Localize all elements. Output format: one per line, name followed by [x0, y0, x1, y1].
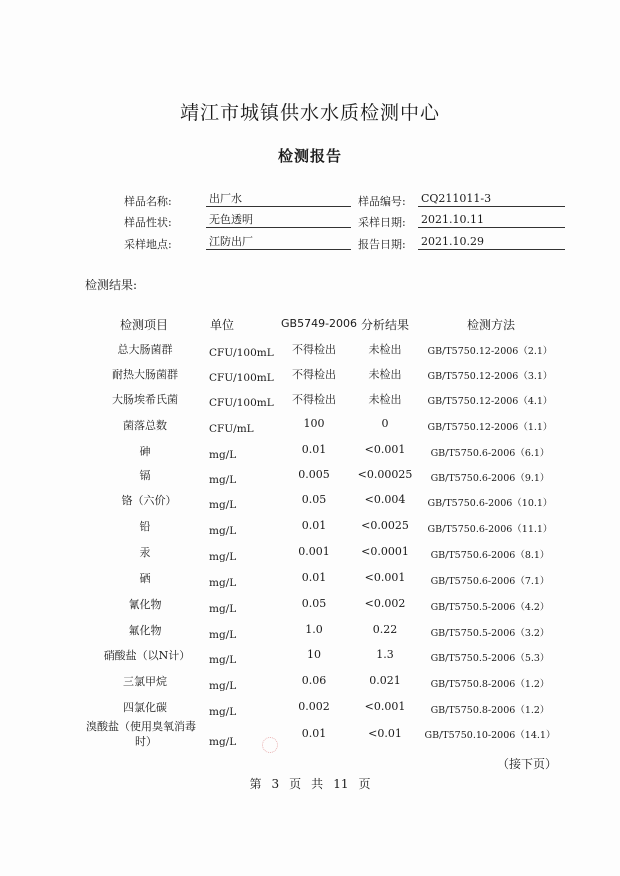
row-4-unit: CFU/mL	[209, 423, 254, 435]
row-1-unit: CFU/100mL	[209, 347, 274, 359]
row-12-result: 0.22	[372, 623, 398, 636]
row-16-result: <0.01	[368, 727, 402, 740]
row-11-method: GB/T5750.5-2006（4.2）	[430, 602, 550, 613]
header-item: 检测项目	[120, 318, 169, 332]
row-1-standard: 不得检出	[292, 343, 336, 356]
row-5-result: <0.001	[364, 443, 406, 456]
row-15-unit: mg/L	[209, 706, 237, 718]
row-12-method: GB/T5750.5-2006（3.2）	[430, 628, 550, 639]
row-15-method: GB/T5750.8-2006（1.2）	[430, 705, 550, 716]
row-2-item: 耐热大肠菌群	[112, 368, 178, 381]
row-16-unit: mg/L	[209, 736, 237, 748]
row-7-standard: 0.05	[301, 493, 327, 506]
row-3-standard: 不得检出	[292, 393, 336, 406]
organization-title: 靖江市城镇供水水质检测中心	[179, 102, 440, 124]
row-7-item: 铬（六价）	[121, 494, 177, 507]
row-13-result: 1.3	[376, 648, 394, 661]
sample-name-value: 出厂水	[206, 192, 351, 207]
row-3-item: 大肠埃希氏菌	[112, 393, 178, 406]
row-5-standard: 0.01	[301, 443, 327, 456]
report-title: 检测报告	[277, 147, 342, 165]
page-footer	[0, 775, 620, 792]
header-result: 分析结果	[361, 318, 410, 332]
row-8-item: 铅	[139, 520, 151, 533]
row-10-result: <0.001	[364, 571, 406, 584]
row-11-item: 氰化物	[128, 598, 162, 611]
row-10-method: GB/T5750.6-2006（7.1）	[430, 576, 550, 587]
row-16-method: GB/T5750.10-2006（14.1）	[424, 730, 556, 741]
row-10-standard: 0.01	[301, 571, 327, 584]
header-unit: 单位	[210, 318, 235, 332]
row-2-result: 未检出	[368, 368, 402, 381]
row-9-standard: 0.001	[298, 545, 330, 558]
row-2-method: GB/T5750.12-2006（3.1）	[427, 371, 553, 382]
page-suffix: 页	[289, 777, 302, 791]
sample-id-value: CQ211011-3	[418, 192, 565, 207]
row-7-unit: mg/L	[209, 499, 237, 511]
row-1-result: 未检出	[368, 343, 402, 356]
row-9-item: 汞	[139, 546, 151, 559]
sampling-location-label: 采样地点:	[124, 238, 172, 251]
total-suffix: 页	[358, 777, 371, 791]
sample-id-label: 样品编号:	[358, 195, 406, 208]
row-4-standard: 100	[303, 417, 325, 430]
row-16-item-line1: 溴酸盐（使用臭氧消毒	[86, 720, 196, 733]
report-date-value: 2021.10.29	[418, 235, 565, 250]
row-8-result: <0.0025	[361, 519, 409, 532]
sample-property-label: 样品性状:	[124, 216, 172, 229]
total-pages: 11	[333, 777, 349, 791]
row-14-standard: 0.06	[301, 674, 327, 687]
row-14-result: 0.021	[369, 674, 401, 687]
row-4-method: GB/T5750.12-2006（1.1）	[427, 422, 553, 433]
sample-property-value: 无色透明	[206, 213, 351, 228]
results-label: 检测结果:	[85, 278, 138, 292]
row-8-standard: 0.01	[301, 519, 327, 532]
row-4-result: 0	[381, 417, 389, 430]
row-5-unit: mg/L	[209, 449, 237, 461]
row-3-unit: CFU/100mL	[209, 397, 274, 409]
sample-name-label: 样品名称:	[124, 195, 172, 208]
row-11-result: <0.002	[364, 597, 406, 610]
row-3-result: 未检出	[368, 393, 402, 406]
row-2-standard: 不得检出	[292, 368, 336, 381]
row-15-result: <0.001	[364, 700, 406, 713]
row-12-standard: 1.0	[305, 623, 323, 636]
row-16-item-line2: 时）	[135, 735, 157, 748]
row-6-method: GB/T5750.6-2006（9.1）	[430, 473, 550, 484]
row-11-standard: 0.05	[301, 597, 327, 610]
row-6-result: <0.00025	[357, 468, 413, 481]
row-12-item: 氟化物	[128, 624, 162, 637]
row-7-method: GB/T5750.6-2006（10.1）	[427, 498, 553, 509]
row-2-unit: CFU/100mL	[209, 372, 274, 384]
row-14-item: 三氯甲烷	[123, 675, 167, 688]
row-7-result: <0.004	[364, 493, 406, 506]
page-number: 3	[271, 777, 280, 791]
row-4-item: 菌落总数	[123, 419, 167, 432]
row-6-unit: mg/L	[209, 474, 237, 486]
total-prefix: 共	[311, 777, 324, 791]
row-6-item: 镉	[139, 469, 151, 482]
row-11-unit: mg/L	[209, 603, 237, 615]
row-13-method: GB/T5750.5-2006（5.3）	[430, 653, 550, 664]
seal-mark	[262, 737, 278, 753]
row-13-standard: 10	[307, 648, 321, 661]
report-date-label: 报告日期:	[358, 238, 406, 251]
row-13-unit: mg/L	[209, 654, 237, 666]
header-standard: GB5749-2006	[281, 317, 358, 330]
sampling-date-value: 2021.10.11	[418, 213, 565, 228]
row-1-item: 总大肠菌群	[117, 343, 173, 356]
row-9-method: GB/T5750.6-2006（8.1）	[430, 550, 550, 561]
row-14-method: GB/T5750.8-2006（1.2）	[430, 679, 550, 690]
row-9-unit: mg/L	[209, 551, 237, 563]
header-method: 检测方法	[467, 318, 516, 332]
row-8-unit: mg/L	[209, 525, 237, 537]
sampling-location-value: 江防出厂	[206, 235, 351, 250]
row-15-item: 四氯化碳	[123, 701, 167, 714]
row-13-item: 硝酸盐（以N计）	[103, 649, 191, 662]
row-10-unit: mg/L	[209, 577, 237, 589]
row-5-item: 砷	[139, 445, 151, 458]
row-5-method: GB/T5750.6-2006（6.1）	[430, 448, 550, 459]
row-3-method: GB/T5750.12-2006（4.1）	[427, 396, 553, 407]
page-prefix: 第	[249, 777, 262, 791]
row-1-method: GB/T5750.12-2006（2.1）	[427, 346, 553, 357]
row-8-method: GB/T5750.6-2006（11.1）	[427, 524, 553, 535]
row-15-standard: 0.002	[298, 700, 330, 713]
row-10-item: 硒	[139, 572, 151, 585]
row-6-standard: 0.005	[298, 468, 330, 481]
continued-note: （接下页）	[497, 757, 558, 771]
row-12-unit: mg/L	[209, 629, 237, 641]
row-16-standard: 0.01	[301, 727, 327, 740]
sampling-date-label: 采样日期:	[358, 216, 406, 229]
row-14-unit: mg/L	[209, 680, 237, 692]
row-9-result: <0.0001	[361, 545, 409, 558]
